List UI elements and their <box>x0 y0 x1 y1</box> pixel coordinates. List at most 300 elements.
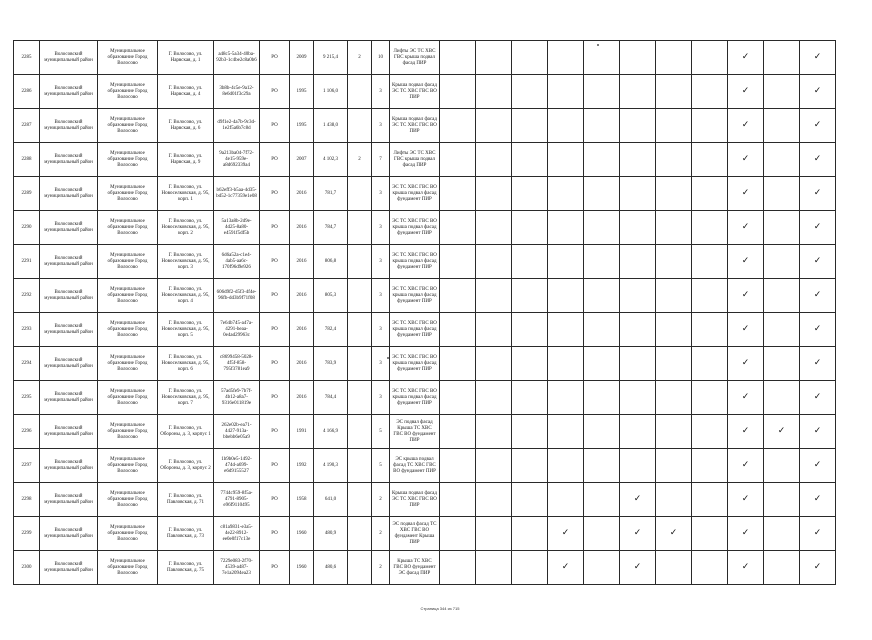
check-icon: ✓ <box>741 119 750 130</box>
check-icon: ✓ <box>813 51 822 62</box>
district-cell: Волосовский муниципальный район <box>40 279 98 313</box>
check-icon: ✓ <box>813 527 822 538</box>
row-number: 2289 <box>14 177 40 211</box>
status-cell <box>620 449 656 483</box>
status-cell <box>800 109 836 143</box>
check-icon: ✓ <box>633 493 642 504</box>
status-cell <box>476 551 512 585</box>
status-cell <box>620 551 656 585</box>
status-cell <box>764 347 800 381</box>
district-cell: Волосовский муниципальный район <box>40 313 98 347</box>
row-number: 2294 <box>14 347 40 381</box>
table-row <box>14 177 836 211</box>
status-cell <box>692 109 728 143</box>
municipality-cell: Муниципальное образование Город Волосово <box>98 551 158 585</box>
works-cell: ЭС крыша подвал фасад ТС ХВС ГВС ВО фундамент ПИР <box>390 449 440 483</box>
floors-cell: 2 <box>348 143 372 177</box>
check-icon: ✓ <box>561 561 570 572</box>
status-cell <box>512 143 548 177</box>
guid-cell: 57ad5fe9-7b7f-4b12-a8a7-9316e011819e <box>214 381 260 415</box>
year-cell: 1995 <box>290 109 314 143</box>
status-cell <box>584 313 620 347</box>
entrances-cell: 10 <box>372 41 390 75</box>
check-icon: ✓ <box>741 561 750 572</box>
status-cell <box>440 245 476 279</box>
check-icon: ✓ <box>741 459 750 470</box>
floors-cell <box>348 279 372 313</box>
status-cell <box>800 347 836 381</box>
area-cell: 4 102,3 <box>314 143 348 177</box>
status-cell <box>440 483 476 517</box>
municipality-cell: Муниципальное образование Город Волосово <box>98 177 158 211</box>
check-icon: ✓ <box>813 85 822 96</box>
guid-cell: 7229e083-2f70-4539-a487-7e1a2094ea23 <box>214 551 260 585</box>
entrances-cell: 3 <box>372 245 390 279</box>
area-cell: 1 438,0 <box>314 109 348 143</box>
entrances-cell: 7 <box>372 143 390 177</box>
status-cell <box>512 381 548 415</box>
status-cell <box>476 449 512 483</box>
status-cell <box>548 279 584 313</box>
status-cell <box>620 109 656 143</box>
municipality-cell: Муниципальное образование Город Волосово <box>98 143 158 177</box>
status-cell <box>620 347 656 381</box>
table-row <box>14 313 836 347</box>
status-cell <box>728 449 764 483</box>
floors-cell <box>348 449 372 483</box>
status-cell <box>800 415 836 449</box>
district-cell: Волосовский муниципальный район <box>40 483 98 517</box>
status-cell <box>440 415 476 449</box>
area-cell: 783,9 <box>314 347 348 381</box>
entrances-cell: 3 <box>372 279 390 313</box>
method-cell: РО <box>260 551 290 585</box>
status-cell <box>764 313 800 347</box>
works-cell: ЭС ТС ХВС ГВС ВО крыша подвал фасад фундамент ПИР <box>390 245 440 279</box>
status-cell <box>656 313 692 347</box>
year-cell: 1992 <box>290 449 314 483</box>
status-cell <box>548 415 584 449</box>
status-cell <box>692 177 728 211</box>
address-cell: Г. Волосово, ул. Новоселковская, д. 95, корп. 5 <box>158 313 214 347</box>
municipality-cell: Муниципальное образование Город Волосово <box>98 347 158 381</box>
status-cell <box>620 279 656 313</box>
check-icon: ✓ <box>741 289 750 300</box>
status-cell <box>692 449 728 483</box>
check-icon: ✓ <box>741 391 750 402</box>
method-cell: РО <box>260 177 290 211</box>
guid-cell: 6d6a52a-c1e4-4ab5-aa6c-170f96d9e926 <box>214 245 260 279</box>
status-cell <box>764 41 800 75</box>
table-row <box>14 551 836 585</box>
status-cell <box>728 381 764 415</box>
status-cell <box>476 279 512 313</box>
check-icon: ✓ <box>741 255 750 266</box>
status-cell <box>620 177 656 211</box>
guid-cell: c81a9831-e3a5-4e22-8912-ee0e0f17c13e <box>214 517 260 551</box>
status-cell <box>800 245 836 279</box>
check-icon: ✓ <box>741 527 750 538</box>
year-cell: 2009 <box>290 41 314 75</box>
guid-cell: 1b9b0e5-1492-474d-a699-e6d9155527 <box>214 449 260 483</box>
address-cell: Г. Волосово, ул. Обороны, д. 3, корпус 2 <box>158 449 214 483</box>
status-cell <box>728 177 764 211</box>
row-number: 2293 <box>14 313 40 347</box>
status-cell <box>512 279 548 313</box>
status-cell <box>620 313 656 347</box>
status-cell <box>764 517 800 551</box>
entrances-cell: 3 <box>372 109 390 143</box>
guid-cell: b62eff3-b5aa-4d35-bd52-1c77359e1e08 <box>214 177 260 211</box>
row-number: 2290 <box>14 211 40 245</box>
status-cell <box>548 483 584 517</box>
year-cell: 1960 <box>290 551 314 585</box>
status-cell <box>512 313 548 347</box>
status-cell <box>584 381 620 415</box>
status-cell <box>656 177 692 211</box>
method-cell: РО <box>260 41 290 75</box>
status-cell <box>440 143 476 177</box>
status-cell <box>692 517 728 551</box>
year-cell: 2016 <box>290 313 314 347</box>
status-cell <box>764 449 800 483</box>
status-cell <box>476 347 512 381</box>
status-cell <box>440 381 476 415</box>
works-cell: Крыша подвал фасад ЭС ТС ХВС ГВС ВО ПИР <box>390 483 440 517</box>
area-cell: 784,7 <box>314 211 348 245</box>
scan-speck <box>387 357 389 359</box>
status-cell <box>764 109 800 143</box>
status-cell <box>440 449 476 483</box>
status-cell <box>440 313 476 347</box>
works-cell: ЭС подвал фасад Крыша ТС ХВС ГВС ВО фундамент ПИР <box>390 415 440 449</box>
table-row <box>14 381 836 415</box>
status-cell <box>800 483 836 517</box>
status-cell <box>476 483 512 517</box>
status-cell <box>728 211 764 245</box>
entrances-cell: 2 <box>372 483 390 517</box>
status-cell <box>728 279 764 313</box>
status-cell <box>800 211 836 245</box>
status-cell <box>656 109 692 143</box>
year-cell: 2016 <box>290 177 314 211</box>
status-cell <box>476 415 512 449</box>
works-cell: Крыша ТС ХВС ГВС ВО фундамент ЭС фасад ПИР <box>390 551 440 585</box>
status-cell <box>656 75 692 109</box>
check-icon: ✓ <box>813 187 822 198</box>
status-cell <box>728 483 764 517</box>
municipality-cell: Муниципальное образование Город Волосово <box>98 483 158 517</box>
district-cell: Волосовский муниципальный район <box>40 41 98 75</box>
check-icon: ✓ <box>813 561 822 572</box>
works-cell: Крыша подвал фасад ЭС ТС ХВС ГВС ВО ПИР <box>390 109 440 143</box>
year-cell: 1958 <box>290 483 314 517</box>
status-cell <box>584 483 620 517</box>
status-cell <box>764 211 800 245</box>
table-row <box>14 75 836 109</box>
status-cell <box>476 517 512 551</box>
housing-register-table <box>13 40 836 585</box>
status-cell <box>440 551 476 585</box>
district-cell: Волосовский муниципальный район <box>40 517 98 551</box>
status-cell <box>584 347 620 381</box>
status-cell <box>728 75 764 109</box>
check-icon: ✓ <box>741 357 750 368</box>
district-cell: Волосовский муниципальный район <box>40 415 98 449</box>
method-cell: РО <box>260 483 290 517</box>
area-cell: 9 215,4 <box>314 41 348 75</box>
status-cell <box>584 177 620 211</box>
floors-cell <box>348 415 372 449</box>
page-footer: Страница 344 из 715 <box>420 606 460 611</box>
status-cell <box>512 211 548 245</box>
status-cell <box>512 551 548 585</box>
status-cell <box>656 483 692 517</box>
status-cell <box>800 41 836 75</box>
status-cell <box>476 313 512 347</box>
floors-cell <box>348 75 372 109</box>
municipality-cell: Муниципальное образование Город Волосово <box>98 415 158 449</box>
status-cell <box>728 41 764 75</box>
status-cell <box>656 211 692 245</box>
entrances-cell: 3 <box>372 211 390 245</box>
row-number: 2295 <box>14 381 40 415</box>
district-cell: Волосовский муниципальный район <box>40 449 98 483</box>
year-cell: 2016 <box>290 347 314 381</box>
status-cell <box>728 109 764 143</box>
municipality-cell: Муниципальное образование Город Волосово <box>98 41 158 75</box>
district-cell: Волосовский муниципальный район <box>40 347 98 381</box>
entrances-cell: 3 <box>372 177 390 211</box>
status-cell <box>584 245 620 279</box>
check-icon: ✓ <box>633 561 642 572</box>
guid-cell: 606d9f2-d5f3-4f4e-96fb-dd3b9f71f08 <box>214 279 260 313</box>
works-cell: ЭС подвал фасад ТС ХВС ГВС ВО фундамент Крыша ПИР <box>390 517 440 551</box>
status-cell <box>584 109 620 143</box>
status-cell <box>512 347 548 381</box>
floors-cell <box>348 551 372 585</box>
method-cell: РО <box>260 75 290 109</box>
address-cell: Г. Волосово, ул. Новоселковская, д. 95, корп. 7 <box>158 381 214 415</box>
guid-cell: 7e64b745-a47a-4291-beaa-0e4ad29963c <box>214 313 260 347</box>
status-cell <box>548 313 584 347</box>
row-number: 2298 <box>14 483 40 517</box>
status-cell <box>584 143 620 177</box>
status-cell <box>512 75 548 109</box>
status-cell <box>764 381 800 415</box>
status-cell <box>440 109 476 143</box>
table-row <box>14 109 836 143</box>
status-cell <box>548 75 584 109</box>
status-cell <box>800 449 836 483</box>
district-cell: Волосовский муниципальный район <box>40 109 98 143</box>
check-icon: ✓ <box>813 459 822 470</box>
year-cell: 2016 <box>290 245 314 279</box>
year-cell: 2016 <box>290 211 314 245</box>
status-cell <box>476 177 512 211</box>
check-icon: ✓ <box>741 153 750 164</box>
status-cell <box>764 177 800 211</box>
status-cell <box>656 347 692 381</box>
row-number: 2285 <box>14 41 40 75</box>
entrances-cell: 5 <box>372 449 390 483</box>
method-cell: РО <box>260 211 290 245</box>
floors-cell <box>348 517 372 551</box>
works-cell: ЭС ТС ХВС ГВС ВО крыша подвал фасад фундамент ПИР <box>390 381 440 415</box>
status-cell <box>584 551 620 585</box>
address-cell: Г. Волосово, ул. Павловская, д. 73 <box>158 517 214 551</box>
row-number: 2299 <box>14 517 40 551</box>
status-cell <box>692 245 728 279</box>
table-row <box>14 143 836 177</box>
check-icon: ✓ <box>813 391 822 402</box>
municipality-cell: Муниципальное образование Город Волосово <box>98 449 158 483</box>
status-cell <box>800 517 836 551</box>
area-cell: 781,7 <box>314 177 348 211</box>
table-row <box>14 517 836 551</box>
status-cell <box>692 279 728 313</box>
status-cell <box>656 415 692 449</box>
address-cell: Г. Волосово, ул. Обороны, д. 3, корпус 1 <box>158 415 214 449</box>
status-cell <box>656 41 692 75</box>
address-cell: Г. Волосово, ул. Павловская, д. 75 <box>158 551 214 585</box>
method-cell: РО <box>260 449 290 483</box>
municipality-cell: Муниципальное образование Город Волосово <box>98 245 158 279</box>
check-icon: ✓ <box>813 357 822 368</box>
works-cell: ЭС ТС ХВС ГВС ВО крыша подвал фасад фундамент ПИР <box>390 347 440 381</box>
row-number: 2296 <box>14 415 40 449</box>
address-cell: Г. Волосово, ул. Новоселковская, д. 95, корп. 4 <box>158 279 214 313</box>
status-cell <box>548 211 584 245</box>
municipality-cell: Муниципальное образование Город Волосово <box>98 75 158 109</box>
status-cell <box>476 143 512 177</box>
status-cell <box>728 313 764 347</box>
check-icon: ✓ <box>741 425 750 436</box>
entrances-cell: 2 <box>372 551 390 585</box>
status-cell <box>620 41 656 75</box>
check-icon: ✓ <box>813 493 822 504</box>
check-icon: ✓ <box>741 187 750 198</box>
table-row <box>14 415 836 449</box>
status-cell <box>692 415 728 449</box>
entrances-cell: 5 <box>372 415 390 449</box>
status-cell <box>692 347 728 381</box>
status-cell <box>620 415 656 449</box>
guid-cell: 9a213ba04-7f72-4e15-959e-a8d692339a4 <box>214 143 260 177</box>
check-icon: ✓ <box>561 527 570 538</box>
check-icon: ✓ <box>813 255 822 266</box>
status-cell <box>512 483 548 517</box>
status-cell <box>692 381 728 415</box>
address-cell: Г. Волосово, ул. Павловская, д. 71 <box>158 483 214 517</box>
status-cell <box>764 143 800 177</box>
status-cell <box>692 483 728 517</box>
status-cell <box>656 143 692 177</box>
guid-cell: 3b8b-4c5e-9a12-8e6d01f3c29a <box>214 75 260 109</box>
address-cell: Г. Волосово, ул. Нарвская, д. 9 <box>158 143 214 177</box>
table-row <box>14 347 836 381</box>
method-cell: РО <box>260 245 290 279</box>
check-icon: ✓ <box>741 51 750 62</box>
check-icon: ✓ <box>813 119 822 130</box>
guid-cell: 5a13a8b-2d9e-4d25-8a80-e4591f5df5b <box>214 211 260 245</box>
status-cell <box>584 415 620 449</box>
district-cell: Волосовский муниципальный район <box>40 381 98 415</box>
works-cell: ЭС ТС ХВС ГВС ВО крыша подвал фасад фундамент ПИР <box>390 177 440 211</box>
guid-cell: 7744c959-8f5a-4791-8905-e96f9110495 <box>214 483 260 517</box>
status-cell <box>692 551 728 585</box>
row-number: 2287 <box>14 109 40 143</box>
status-cell <box>584 211 620 245</box>
municipality-cell: Муниципальное образование Город Волосово <box>98 517 158 551</box>
municipality-cell: Муниципальное образование Город Волосово <box>98 381 158 415</box>
status-cell <box>620 143 656 177</box>
district-cell: Волосовский муниципальный район <box>40 245 98 279</box>
floors-cell <box>348 381 372 415</box>
status-cell <box>548 517 584 551</box>
guid-cell: 262e02b-ea71-4427-913a-bbebb6e05a9 <box>214 415 260 449</box>
works-cell: Лифты ЭС ТС ХВС ГВС крыша подвал фасад ПИР <box>390 143 440 177</box>
district-cell: Волосовский муниципальный район <box>40 75 98 109</box>
district-cell: Волосовский муниципальный район <box>40 177 98 211</box>
status-cell <box>728 143 764 177</box>
table-row <box>14 211 836 245</box>
status-cell <box>764 75 800 109</box>
area-cell: 784,4 <box>314 381 348 415</box>
status-cell <box>620 75 656 109</box>
status-cell <box>656 449 692 483</box>
works-cell: ЭС ТС ХВС ГВС ВО крыша подвал фасад фундамент ПИР <box>390 211 440 245</box>
method-cell: РО <box>260 381 290 415</box>
address-cell: Г. Волосово, ул. Новоселковская, д. 95, корп. 2 <box>158 211 214 245</box>
status-cell <box>476 245 512 279</box>
status-cell <box>800 313 836 347</box>
floors-cell: 2 <box>348 41 372 75</box>
status-cell <box>584 41 620 75</box>
status-cell <box>620 245 656 279</box>
check-icon: ✓ <box>813 289 822 300</box>
year-cell: 1960 <box>290 517 314 551</box>
address-cell: Г. Волосово, ул. Новоселковская, д. 95, корп. 6 <box>158 347 214 381</box>
status-cell <box>656 517 692 551</box>
check-icon: ✓ <box>813 425 822 436</box>
status-cell <box>548 551 584 585</box>
status-cell <box>800 143 836 177</box>
guid-cell: c8699458-5028-4f5f-858-795f3781ea9 <box>214 347 260 381</box>
row-number: 2291 <box>14 245 40 279</box>
status-cell <box>800 177 836 211</box>
status-cell <box>692 41 728 75</box>
status-cell <box>548 347 584 381</box>
municipality-cell: Муниципальное образование Город Волосово <box>98 109 158 143</box>
status-cell <box>620 517 656 551</box>
works-cell: ЭС ТС ХВС ГВС ВО крыша подвал фасад фундамент ПИР <box>390 313 440 347</box>
floors-cell <box>348 177 372 211</box>
check-icon: ✓ <box>741 221 750 232</box>
status-cell <box>584 75 620 109</box>
status-cell <box>584 517 620 551</box>
municipality-cell: Муниципальное образование Город Волосово <box>98 279 158 313</box>
method-cell: РО <box>260 415 290 449</box>
status-cell <box>728 551 764 585</box>
works-cell: ЭС ТС ХВС ГВС ВО крыша подвал фасад фундамент ПИР <box>390 279 440 313</box>
entrances-cell: 2 <box>372 517 390 551</box>
check-icon: ✓ <box>813 221 822 232</box>
row-number: 2297 <box>14 449 40 483</box>
floors-cell <box>348 483 372 517</box>
status-cell <box>692 143 728 177</box>
status-cell <box>440 279 476 313</box>
